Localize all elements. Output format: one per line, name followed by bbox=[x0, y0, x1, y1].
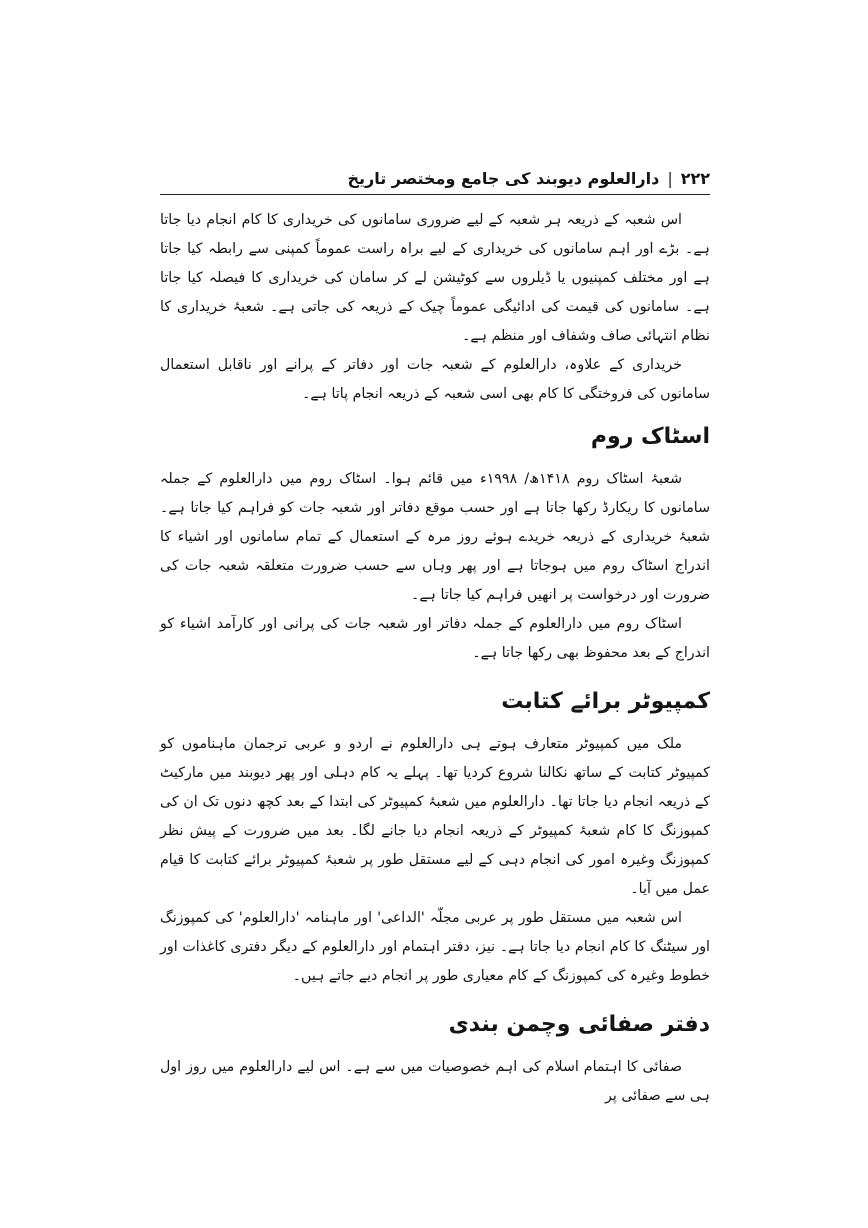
page-number: ۲۲۲ bbox=[680, 169, 710, 188]
header-separator: | bbox=[667, 169, 673, 188]
paragraph-stock-room-2: اسٹاک روم میں دارالعلوم کے جملہ دفاتر اور شعبہ جات کی پرانی اور کارآمد اشیاء کو اندراج کے بعد محفوظ بھی رکھا جاتا ہے۔ bbox=[160, 616, 710, 661]
paragraph-stock-room-1: شعبۂ اسٹاک روم ۱۴۱۸ھ/ ۱۹۹۸ء میں قائم ہوا۔ اسٹاک روم میں دارالعلوم کے جملہ سامانوں کا ریکارڈ رکھا جاتا ہے اور حسب موقع دفاتر اور شعبہ جات کو فراہم کیا جاتا ہے۔ شعبۂ خریداری کے ذریعہ خریدے ہوئے روز مرہ کے استعمال کے تمام سامانوں اور اشیاء کا اندراج اسٹاک روم میں ہوجاتا ہے اور پھر وہاں سے حسب ضرورت متعلقہ شعبہ جات کی ضرورت اور درخواست پر انھیں فراہم کیا جاتا ہے۔ bbox=[160, 471, 710, 603]
section-heading-computer-typing: کمپیوٹر برائے کتابت bbox=[501, 689, 710, 714]
paragraph-computer-1: ملک میں کمپیوٹر متعارف ہوتے ہی دارالعلوم نے اردو و عربی ترجمان ماہناموں کو کمپیوٹر کتابت کے ساتھ نکالنا شروع کردیا تھا۔ پہلے یہ کام دہلی اور پھر دیوبند میں مارکیٹ کے ذریعہ انجام دیا جاتا تھا۔ دارالعلوم میں شعبۂ کمپیوٹر کی ابتدا کے بعد کچھ دنوں تک ان کی کمپوزنگ کا کام شعبۂ کمپیوٹر کے ذریعہ انجام دیا جانے لگا۔ بعد میں ضرورت کے پیش نظر کمپوزنگ وغیرہ امور کی انجام دہی کے لیے مستقل طور پر شعبۂ کمپیوٹر برائے کتابت کا قیام عمل میں آیا۔ bbox=[160, 736, 710, 897]
header-rule bbox=[160, 194, 710, 195]
paragraph-purchasing-1: اس شعبہ کے ذریعہ ہر شعبہ کے لیے ضروری سامانوں کی خریداری کا کام انجام دیا جاتا ہے۔ بڑے اور اہم سامانوں کی خریداری کے لیے براہ راست عموماً کمپنی سے رابطہ کیا جاتا ہے اور مختلف کمپنیوں یا ڈیلروں سے کوٹیشن لے کر سامان کی خریداری کا فیصلہ کیا جاتا ہے۔ سامانوں کی قیمت کی ادائیگی عموماً چیک کے ذریعہ کی جاتی ہے۔ شعبۂ خریداری کا نظام انتہائی صاف وشفاف اور منظم ہے۔ bbox=[160, 212, 710, 344]
section-heading-stock-room: اسٹاک روم bbox=[590, 424, 710, 449]
paragraph-computer-2: اس شعبہ میں مستقل طور پر عربی مجلّہ 'الداعی' اور ماہنامہ 'دارالعلوم' کی کمپوزنگ اور سیٹنگ کا کام انجام دیا جاتا ہے۔ نیز، دفتر اہتمام اور دارالعلوم کے دیگر دفتری کاغذات اور خطوط وغیرہ کی کمپوزنگ کے کام معیاری طور پر انجام دیے جاتے ہیں۔ bbox=[160, 910, 710, 984]
book-title: دارالعلوم دیوبند کی جامع ومختصر تاریخ bbox=[347, 169, 660, 188]
page-content bbox=[160, 206, 710, 1111]
paragraph-purchasing-2: خریداری کے علاوہ، دارالعلوم کے شعبہ جات اور دفاتر کے پرانے اور ناقابل استعمال سامانوں کی فروختگی کا کام بھی اسی شعبہ کے ذریعہ انجام پاتا ہے۔ bbox=[160, 357, 710, 402]
running-header bbox=[160, 158, 710, 188]
paragraph-cleaning-1: صفائی کا اہتمام اسلام کی اہم خصوصیات میں سے ہے۔ اس لیے دارالعلوم میں روز اول ہی سے صفائی پر bbox=[160, 1059, 710, 1104]
section-heading-cleaning: دفتر صفائی وچمن بندی bbox=[448, 1012, 710, 1037]
